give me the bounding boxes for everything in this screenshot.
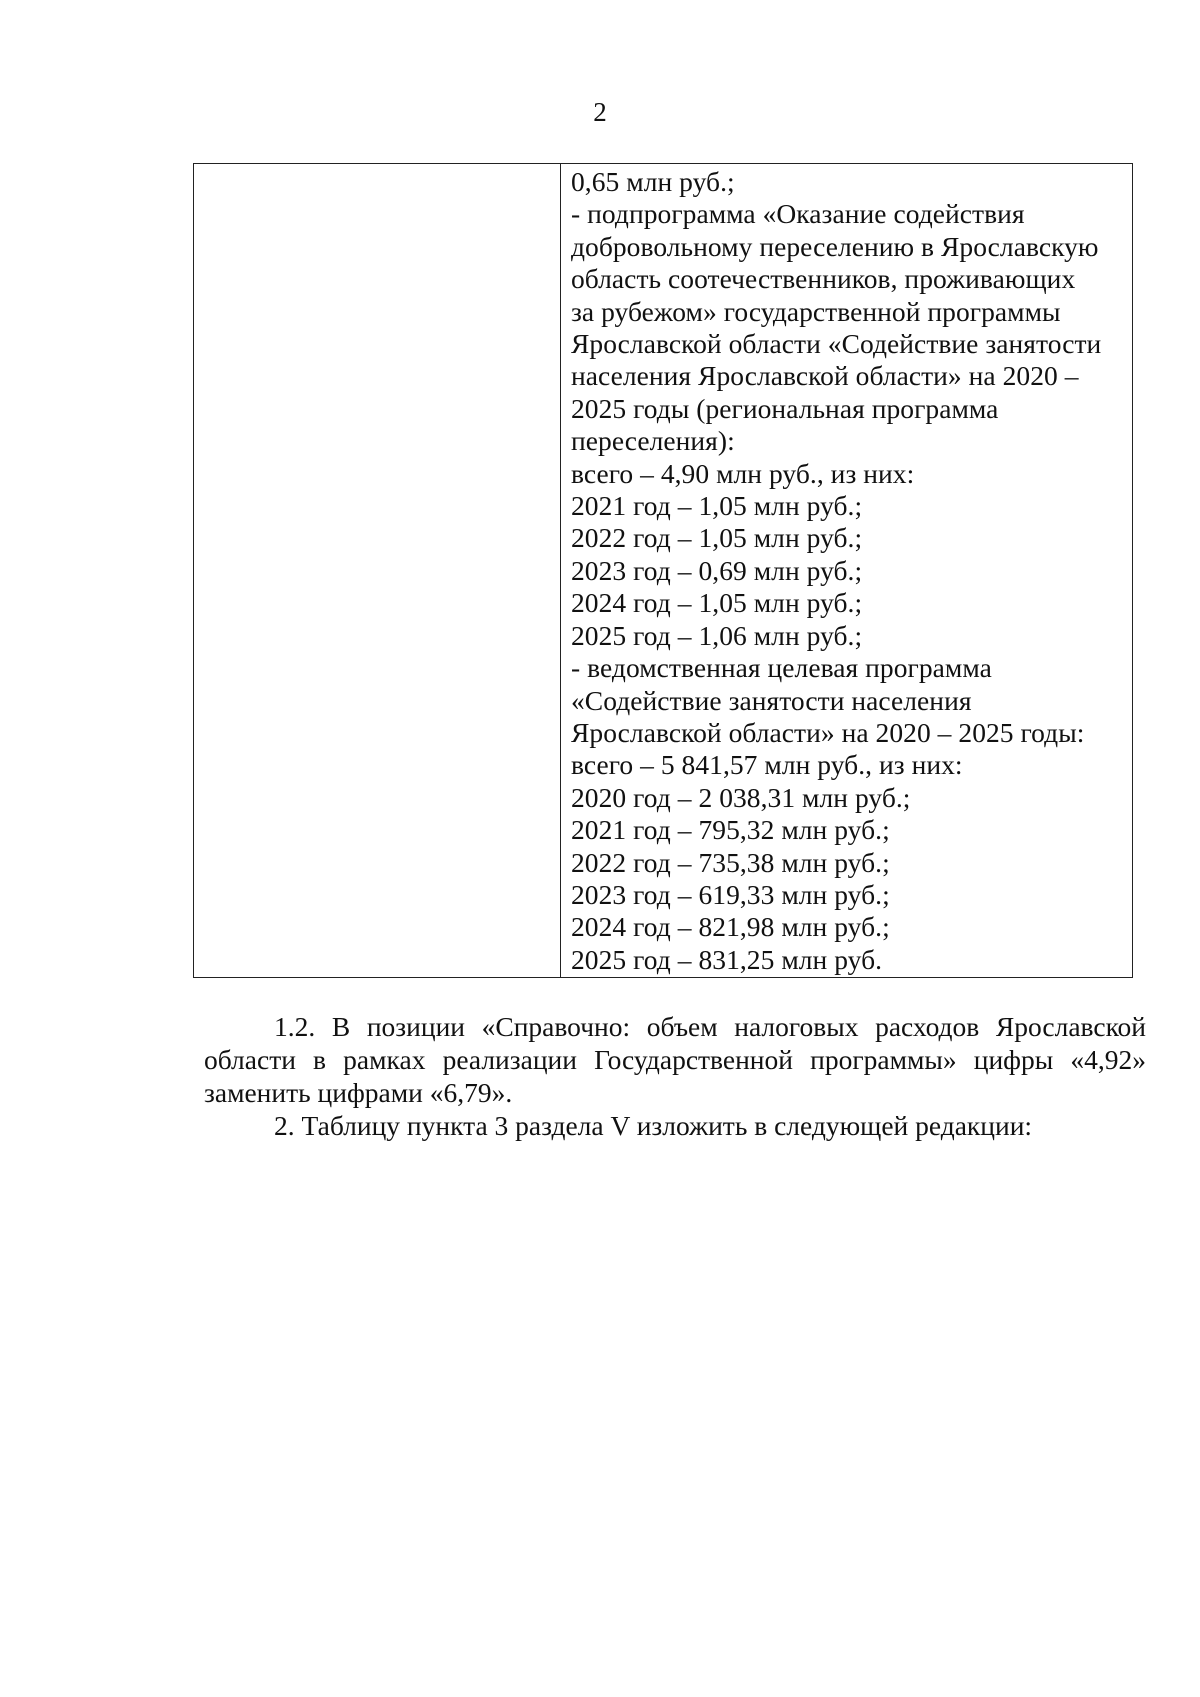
paragraph-2: 2. Таблицу пункта 3 раздела V изложить в следующей редакции:	[274, 1110, 1033, 1141]
table-cell-line: переселения):	[571, 425, 735, 457]
table-cell-line: Ярославской области» на 2020 – 2025 годы:	[571, 716, 1085, 748]
table-cell-line: добровольному переселению в Ярославскую	[571, 230, 1099, 262]
table-cell-line: населения Ярославской области» на 2020 –	[571, 360, 1079, 392]
page-number: 2	[593, 97, 607, 127]
table-cell-right	[561, 164, 1132, 977]
paragraph-1-2-line-1: 1.2. В позиции «Справочно: объем налоговых расходов Ярославской	[274, 1011, 1146, 1042]
table-cell-line: за рубежом» государственной программы	[571, 295, 1061, 327]
table-cell-line: всего – 5 841,57 млн руб., из них:	[571, 749, 963, 781]
table-cell-line: - подпрограмма «Оказание содействия	[571, 198, 1025, 230]
table-cell-line: 2022 год – 735,38 млн руб.;	[571, 846, 890, 878]
program-funding-table	[193, 163, 1133, 978]
table-cell-line: область соотечественников, проживающих	[571, 263, 1076, 295]
table-cell-line: - ведомственная целевая программа	[571, 652, 992, 684]
table-cell-line: 2025 год – 1,06 млн руб.;	[571, 619, 863, 651]
table-cell-line: 0,65 млн руб.;	[571, 166, 735, 197]
table-cell-line: 2022 год – 1,05 млн руб.;	[571, 522, 863, 554]
table-cell-line: всего – 4,90 млн руб., из них:	[571, 457, 915, 489]
table-cell-line: 2024 год – 1,05 млн руб.;	[571, 587, 863, 619]
table-cell-line: Ярославской области «Содействие занятости	[571, 328, 1102, 360]
table-cell-line: 2020 год – 2 038,31 млн руб.;	[571, 781, 911, 813]
paragraph-1-2-line-2: области в рамках реализации Государственной программы» цифры «4,92»	[204, 1044, 1146, 1075]
table-cell-line: 2025 год – 831,25 млн руб.	[571, 943, 883, 975]
table-cell-line: «Содействие занятости населения	[571, 684, 972, 716]
table-cell-line: 2021 год – 1,05 млн руб.;	[571, 490, 863, 522]
paragraph-1-2-line-3: заменить цифрами «6,79».	[204, 1077, 513, 1108]
table-cell-line: 2024 год – 821,98 млн руб.;	[571, 911, 890, 943]
table-cell-line: 2023 год – 619,33 млн руб.;	[571, 878, 890, 910]
table-cell-line: 2023 год – 0,69 млн руб.;	[571, 554, 863, 586]
table-cell-line: 2021 год – 795,32 млн руб.;	[571, 814, 890, 846]
paragraph-1-2	[204, 1010, 1146, 1109]
table-cell-left	[194, 164, 561, 977]
table-cell-line: 2025 годы (региональная программа	[571, 392, 999, 424]
